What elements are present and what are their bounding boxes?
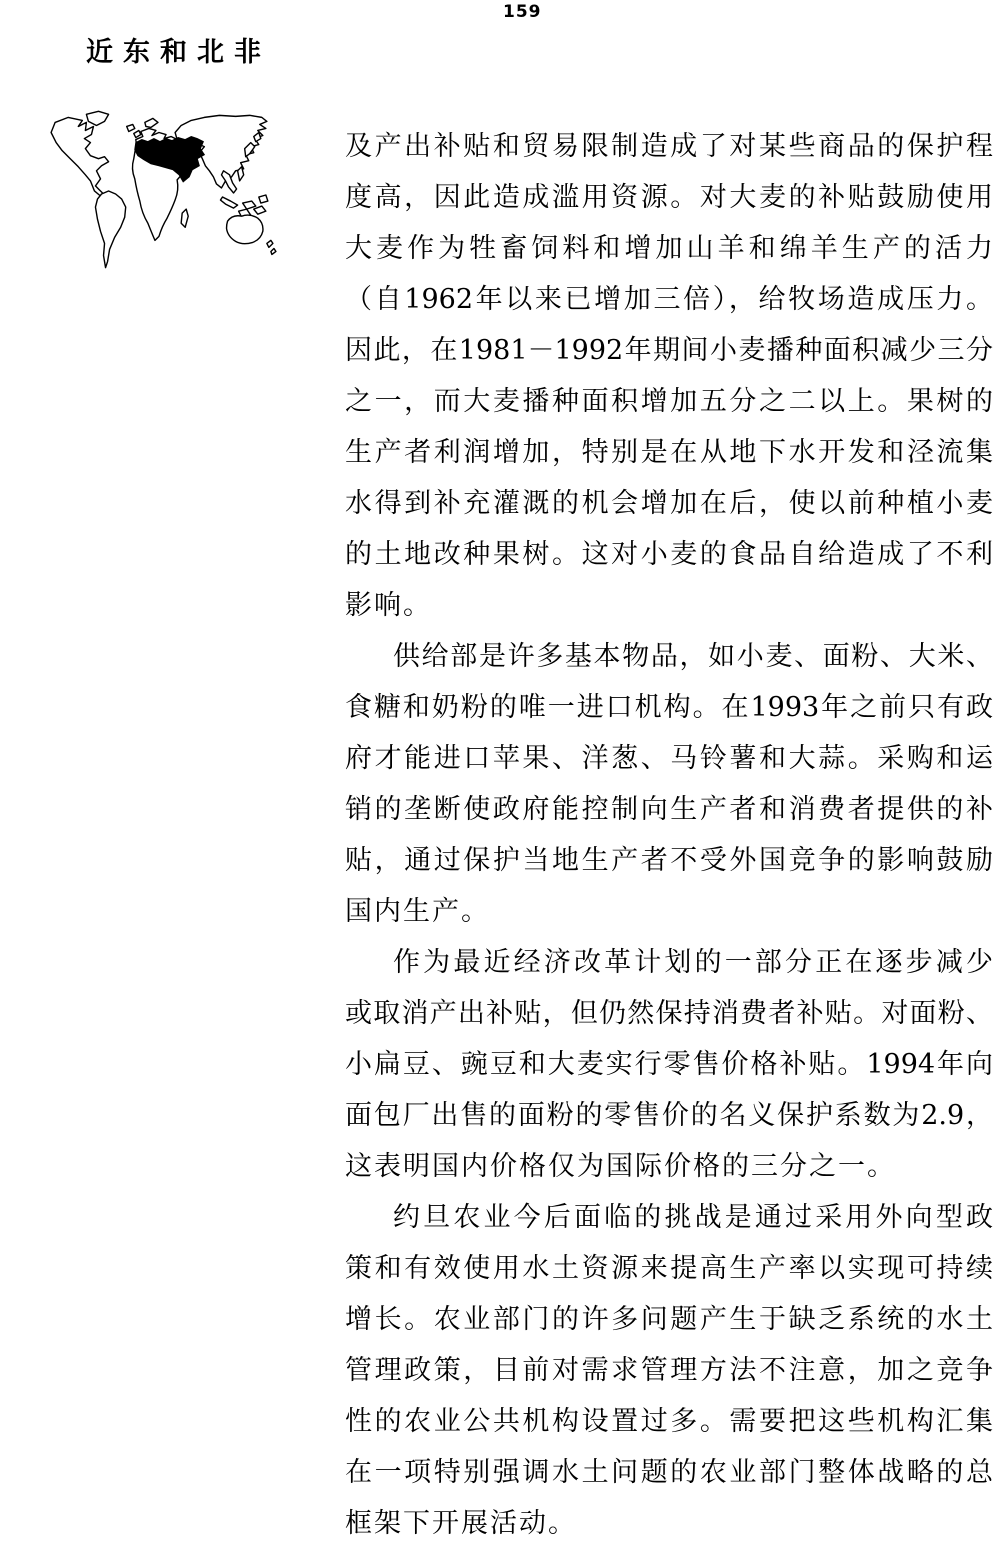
text-line: 水得到补充灌溉的机会增加在后，使以前种植小麦	[345, 488, 993, 519]
text-line: 影响。	[345, 590, 432, 621]
british-isles-outline	[134, 130, 141, 137]
text-line: 面包厂出售的面粉的零售价的名义保护系数为2.9，	[345, 1100, 993, 1131]
text-line: 小扁豆、豌豆和大麦实行零售价格补贴。1994年向	[345, 1049, 993, 1080]
text-line: 策和有效使用水土资源来提高生产率以实现可持续	[345, 1253, 993, 1284]
world-map	[38, 108, 285, 280]
text-line: 因此，在1981－1992年期间小麦播种面积减少三分	[345, 335, 993, 366]
new-zealand-outline	[267, 240, 273, 247]
text-line: 度高，因此造成滥用资源。对大麦的补贴鼓励使用	[345, 182, 993, 213]
text-line: 作为最近经济改革计划的一部分正在逐步减少	[393, 947, 993, 978]
text-line: 管理政策，目前对需求管理方法不注意，加之竞争	[345, 1355, 993, 1386]
iceland-outline	[127, 124, 135, 131]
text-line: 及产出补贴和贸易限制造成了对某些商品的保护程	[345, 131, 993, 162]
scandinavia-outline	[145, 118, 158, 127]
text-line: 之一，而大麦播种面积增加五分之二以上。果树的	[345, 386, 993, 417]
island-outline	[259, 195, 268, 203]
section-title: 近东和北非	[86, 37, 271, 68]
greenland-outline	[86, 111, 108, 125]
text-line: 框架下开展活动。	[345, 1508, 577, 1539]
new-zealand-outline	[271, 248, 276, 254]
world-map-figure	[38, 108, 285, 280]
page-number: 159	[503, 2, 542, 22]
north-america-outline	[51, 117, 108, 196]
australia-outline	[227, 215, 263, 244]
text-line: 这表明国内价格仅为国际价格的三分之一。	[345, 1151, 896, 1182]
text-line: 的土地改种果树。这对小麦的食品自给造成了不利	[345, 539, 993, 570]
text-line: 贴，通过保护当地生产者不受外国竞争的影响鼓励	[345, 845, 993, 876]
text-line: 增长。农业部门的许多问题产生于缺乏系统的水土	[345, 1304, 993, 1335]
new-guinea-outline	[254, 206, 266, 214]
text-line: 供给部是许多基本物品，如小麦、面粉、大米、	[393, 641, 993, 672]
body-text	[345, 121, 993, 1549]
island-outline	[243, 201, 256, 209]
text-line: 约旦农业今后面临的挑战是通过采用外向型政	[393, 1202, 993, 1233]
text-line: 或取消产出补贴，但仍然保持消费者补贴。对面粉、	[345, 998, 993, 1029]
text-line: 国内生产。	[345, 896, 490, 927]
text-line: 在一项特别强调水土问题的农业部门整体战略的总	[345, 1457, 993, 1488]
indonesia-outline	[220, 197, 237, 208]
text-line: 府才能进口苹果、洋葱、马铃薯和大蒜。采购和运	[345, 743, 993, 774]
madagascar-outline	[181, 209, 188, 227]
south-america-outline	[95, 191, 125, 268]
text-line: 生产者利润增加，特别是在从地下水开发和泾流集	[345, 437, 993, 468]
text-line: 食糖和奶粉的唯一进口机构。在1993年之前只有政	[345, 692, 993, 723]
text-line: 大麦作为牲畜饲料和增加山羊和绵羊生产的活力	[345, 233, 993, 264]
text-line: 销的垄断使政府能控制向生产者和消费者提供的补	[345, 794, 993, 825]
text-line: （自1962年以来已增加三倍），给牧场造成压力。	[345, 284, 993, 315]
text-line: 性的农业公共机构设置过多。需要把这些机构汇集	[345, 1406, 993, 1437]
